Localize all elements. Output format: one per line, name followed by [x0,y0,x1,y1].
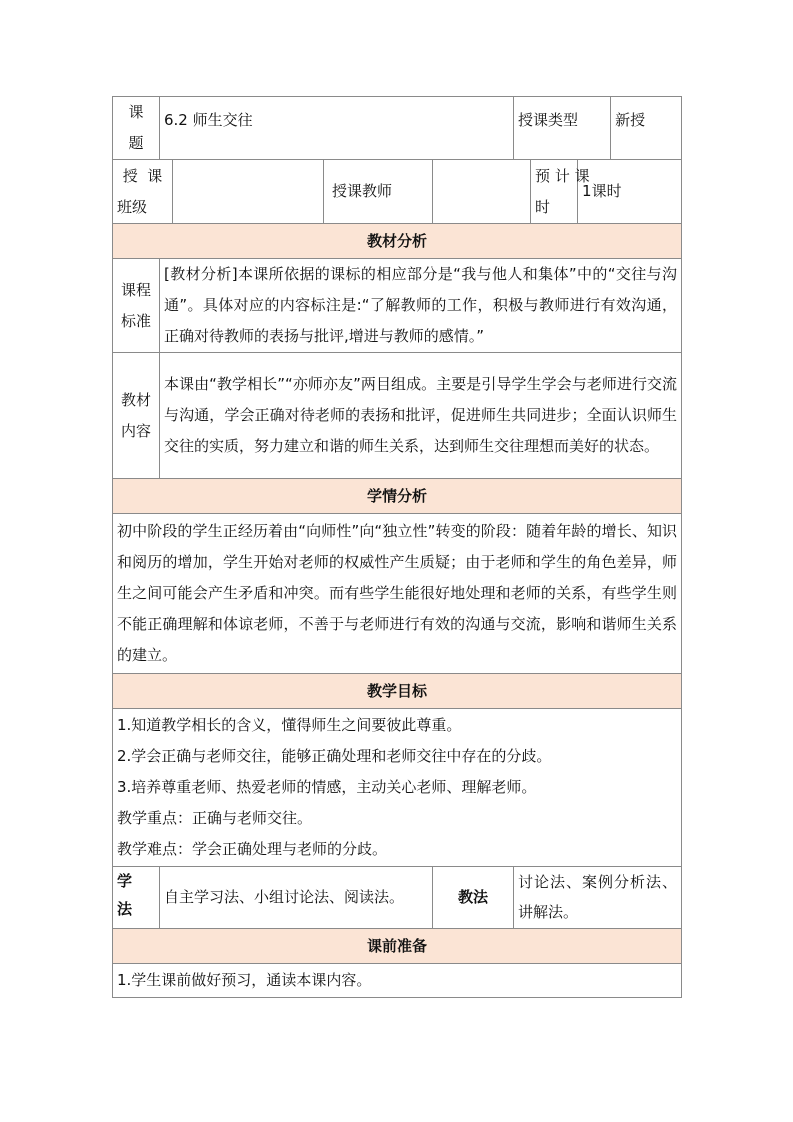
standard-label: 课程 标准 [113,259,160,353]
class-value [173,160,324,224]
topic-label: 课 题 [113,97,160,160]
content-row [113,353,682,479]
prep-line: 1.学生课前做好预习，通读本课内容。 [113,964,682,998]
materials-section-title: 教材分析 [113,224,682,259]
materials-header-row [113,224,682,259]
duration-value: 1课时 [578,160,682,224]
methods-row [113,867,682,929]
teach-method-label: 教法 [433,867,514,929]
learner-section-title: 学情分析 [113,479,682,514]
topic-value: 6.2 师生交往 [160,97,514,160]
goals-list [113,709,682,867]
learner-row [113,514,682,674]
class-label: 授 课 班级 [113,160,173,224]
prep-section-title: 课前准备 [113,929,682,964]
content-label: 教材 内容 [113,353,160,479]
teacher-value [433,160,531,224]
difficulty-line: 教学难点：学会正确处理与老师的分歧。 [117,840,388,858]
goals-header-row [113,674,682,709]
goal-line: 1.知道教学相长的含义，懂得师生之间要彼此尊重。 [117,716,462,734]
learner-text: 初中阶段的学生正经历着由“向师性”向“独立性”转变的阶段：随着年龄的增长、知识和阅历的增加，学生开始对老师的权威性产生质疑；由于老师和学生的角色差异，师生之间可能会产生矛盾和冲突。而有些学生能很好地处理和老师的关系，有些学生则不能正确理解和体谅老师，不善于与老师进行有效的沟通与交流，影响和谐师生关系的建立。 [113,514,682,674]
prep-header-row [113,929,682,964]
goal-line: 2.学会正确与老师交往，能够正确处理和老师交往中存在的分歧。 [117,747,552,765]
standard-row [113,259,682,353]
study-method-label: 学 法 [113,867,160,929]
class-row [113,160,682,224]
standard-text: [教材分析]本课所依据的课标的相应部分是“我与他人和集体”中的“交往与沟通”。具体对应的内容标注是:“了解教师的工作，积极与教师进行有效沟通，正确对待教师的表扬与批评,增进与教师的感情。” [160,259,682,353]
duration-label: 预 计 课 时 [531,160,578,224]
goals-row [113,709,682,867]
lesson-type-label: 授课类型 [514,97,611,160]
lesson-plan-table [112,96,682,998]
prep-row [113,964,682,998]
content-text: 本课由“教学相长”“亦师亦友”两目组成。主要是引导学生学会与老师进行交流与沟通，学会正确对待老师的表扬和批评，促进师生共同进步；全面认识师生交往的实质，努力建立和谐的师生关系，达到师生交往理想而美好的状态。 [160,353,682,479]
study-method-value: 自主学习法、小组讨论法、阅读法。 [160,867,433,929]
key-point-line: 教学重点：正确与老师交往。 [117,809,313,827]
learner-header-row [113,479,682,514]
topic-row [113,97,682,160]
goals-section-title: 教学目标 [113,674,682,709]
teach-method-value: 讨论法、案例分析法、讲解法。 [514,867,682,929]
lesson-plan-sheet [112,96,681,998]
lesson-type-value: 新授 [611,97,682,160]
goal-line: 3.培养尊重老师、热爱老师的情感，主动关心老师、理解老师。 [117,778,537,796]
teacher-label: 授课教师 [324,160,433,224]
